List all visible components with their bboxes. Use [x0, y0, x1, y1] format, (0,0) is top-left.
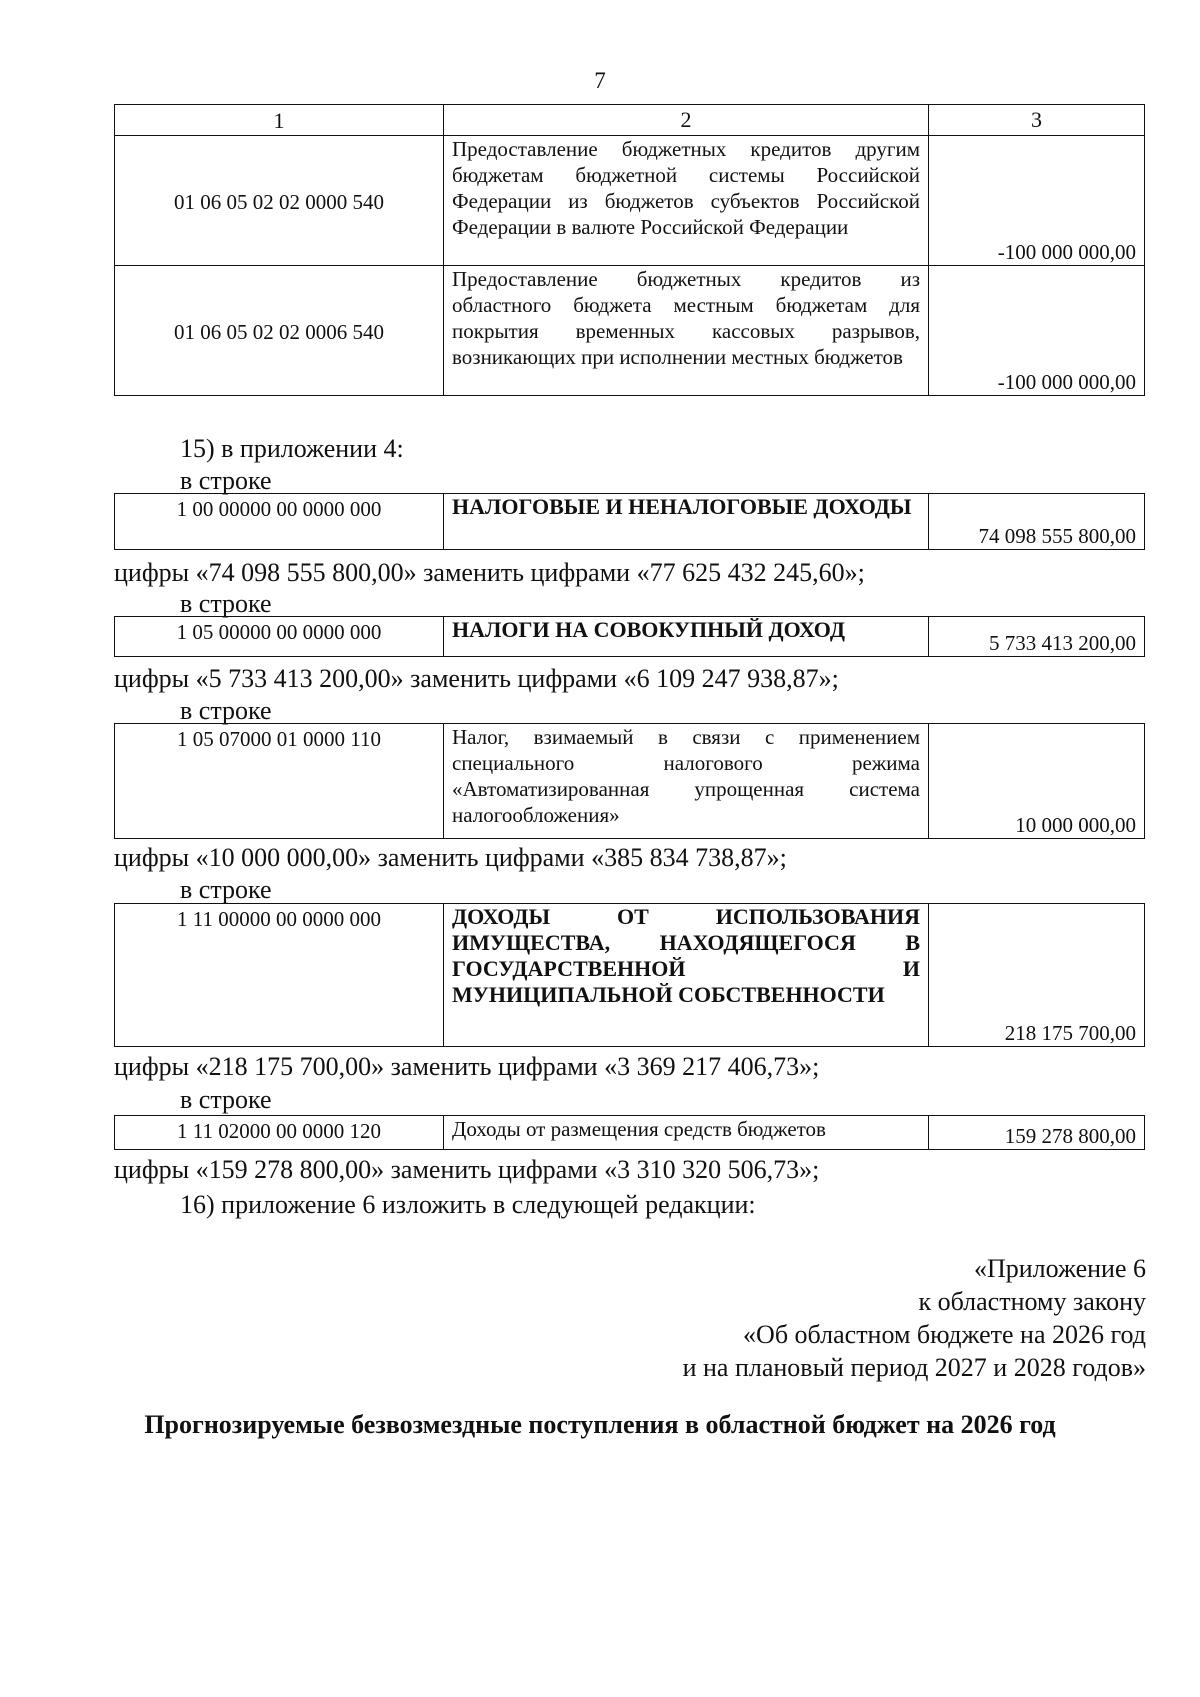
row-name: Предоставление бюджетных кредитов другим бюджетам бюджетной системы Российской Федерации из бюджетов субъектов Российской Федерации в валюте Российской Федерации: [444, 136, 929, 266]
in-row-label: в строке: [180, 696, 272, 725]
credits-table: [114, 104, 1145, 396]
row-amount: 5 733 413 200,00: [929, 617, 1145, 657]
header-col-2: 2: [444, 105, 929, 136]
replace-text: цифры «74 098 555 800,00» заменить цифрами «77 625 432 245,60»;: [114, 558, 865, 587]
row-name: НАЛОГОВЫЕ И НЕНАЛОГОВЫЕ ДОХОДЫ: [444, 494, 929, 550]
row-code: 1 11 00000 00 0000 000: [115, 904, 444, 1047]
table-row: [115, 266, 1145, 396]
header-col-3: 3: [929, 105, 1145, 136]
row-amount: -100 000 000,00: [929, 136, 1145, 266]
row-table: [114, 903, 1145, 1047]
row-table: [114, 723, 1145, 839]
in-row-label: в строке: [180, 875, 272, 904]
table-row: [115, 494, 1145, 550]
replace-text: цифры «159 278 800,00» заменить цифрами «3 310 320 506,73»;: [114, 1155, 820, 1184]
table-row: [115, 136, 1145, 266]
row-name: НАЛОГИ НА СОВОКУПНЫЙ ДОХОД: [444, 617, 929, 657]
row-code: 1 05 07000 01 0000 110: [115, 724, 444, 839]
item-16-text: 16) приложение 6 изложить в следующей редакции:: [180, 1190, 756, 1219]
row-code: 01 06 05 02 02 0000 540: [115, 136, 444, 266]
table-row: [115, 904, 1145, 1047]
row-table: [114, 616, 1145, 657]
row-name: Налог, взимаемый в связи с применением специального налогового режима «Автоматизированная упрощенная система налогообложения»: [444, 724, 929, 839]
section-title: Прогнозируемые безвозмездные поступления в областной бюджет на 2026 год: [144, 1410, 1056, 1439]
row-code: 1 00 00000 00 0000 000: [115, 494, 444, 550]
row-amount: 74 098 555 800,00: [929, 494, 1145, 550]
row-code: 1 11 02000 00 0000 120: [115, 1116, 444, 1150]
row-name: Доходы от размещения средств бюджетов: [444, 1116, 929, 1150]
replace-text: цифры «218 175 700,00» заменить цифрами «3 369 217 406,73»;: [114, 1052, 820, 1081]
replace-text: цифры «10 000 000,00» заменить цифрами «385 834 738,87»;: [114, 843, 787, 872]
row-name: Предоставление бюджетных кредитов из областного бюджета местным бюджетам для покрытия временных кассовых разрывов, возникающих при исполнении местных бюджетов: [444, 266, 929, 396]
table-row: [115, 724, 1145, 839]
table-row: [115, 1116, 1145, 1150]
caption-line: «Об областном бюджете на 2026 год: [743, 1320, 1146, 1349]
row-amount: -100 000 000,00: [929, 266, 1145, 396]
replace-text: цифры «5 733 413 200,00» заменить цифрами «6 109 247 938,87»;: [114, 664, 839, 693]
header-col-1: 1: [115, 105, 444, 136]
caption-line: к областному закону: [918, 1287, 1146, 1316]
row-name: ДОХОДЫ ОТ ИСПОЛЬЗОВАНИЯ ИМУЩЕСТВА, НАХОДЯЩЕГОСЯ В ГОСУДАРСТВЕННОЙ И МУНИЦИПАЛЬНОЙ СОБСТВЕННОСТИ: [444, 904, 929, 1047]
row-amount: 218 175 700,00: [929, 904, 1145, 1047]
item-15-text: 15) в приложении 4:: [180, 434, 404, 463]
table-row: [115, 617, 1145, 657]
row-code: 1 05 00000 00 0000 000: [115, 617, 444, 657]
appendix-caption: [683, 1252, 1146, 1384]
caption-line: и на плановый период 2027 и 2028 годов»: [682, 1353, 1146, 1382]
page-number: 7: [594, 68, 606, 93]
table-header-row: [115, 105, 1145, 136]
in-row-label: в строке: [180, 466, 272, 495]
row-table: [114, 1115, 1145, 1150]
caption-line: «Приложение 6: [973, 1254, 1146, 1283]
row-amount: 159 278 800,00: [929, 1116, 1145, 1150]
row-amount: 10 000 000,00: [929, 724, 1145, 839]
row-code: 01 06 05 02 02 0006 540: [115, 266, 444, 396]
in-row-label: в строке: [180, 589, 272, 618]
row-table: [114, 493, 1145, 550]
in-row-label: в строке: [180, 1085, 272, 1114]
